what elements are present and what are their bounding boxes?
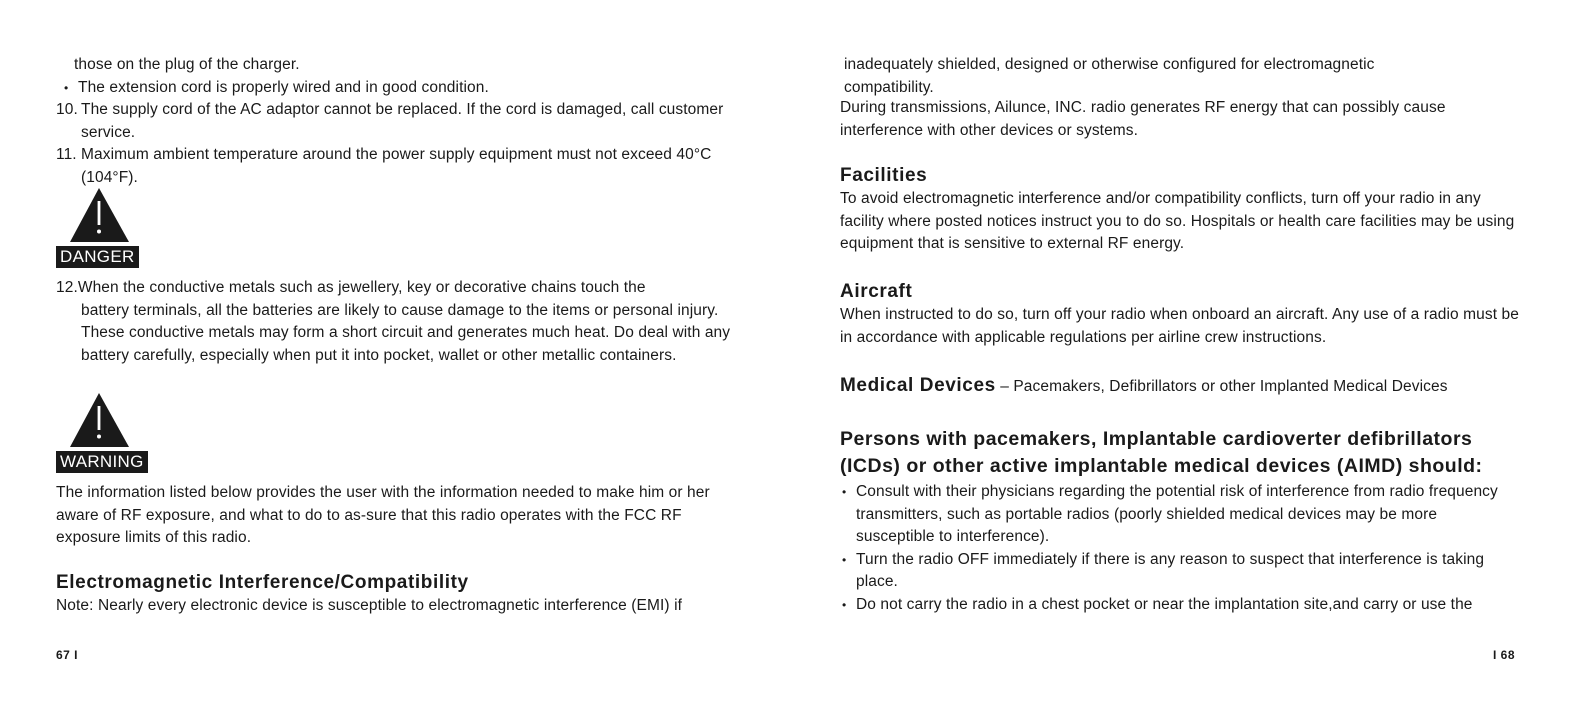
item-10 bbox=[56, 99, 756, 144]
aircraft-heading: Aircraft bbox=[840, 281, 913, 302]
item-10-text: The supply cord of the AC adaptor cannot be replaced. If the cord is damaged, call customer service. bbox=[81, 101, 724, 141]
right-page-number: I 68 bbox=[1492, 648, 1515, 662]
item-10-number: 10. bbox=[56, 101, 78, 118]
left-paragraph-1: those on the plug of the charger. bbox=[74, 56, 300, 73]
facilities-heading: Facilities bbox=[840, 165, 928, 186]
warning-sign bbox=[56, 393, 148, 473]
rf-exposure-text: The information listed below provides the user with the information needed to make him or her aware of RF exposure, and what to do to as-sure that this radio operates with the FCC RF exposure limits of this radio. bbox=[56, 484, 710, 546]
right-paragraph-2: During transmissions, Ailunce, INC. radio generates RF energy that can possibly cause interference with other devices or systems. bbox=[840, 99, 1446, 139]
danger-sign bbox=[56, 188, 146, 268]
bullet-consult: • Consult with their physicians regarding the potential risk of interference from radio frequency transmitters, such as portable radios (poorly shielded medical devices may be more susceptible to interference). bbox=[840, 481, 1520, 549]
medical-devices-subtitle: – Pacemakers, Defibrillators or other Implanted Medical Devices bbox=[995, 378, 1448, 395]
left-page bbox=[56, 0, 756, 709]
persons-heading: Persons with pacemakers, Implantable cardioverter defibrillators (ICDs) or other active implantable medical devices (AIMD) should: bbox=[840, 428, 1483, 477]
aircraft-text: When instructed to do so, turn off your radio when onboard an aircraft. Any use of a radio must be in accordance with applicable regulations per airline crew instructions. bbox=[840, 306, 1519, 346]
medical-devices-line bbox=[840, 373, 1530, 398]
item-11-number: 11. bbox=[56, 146, 77, 163]
warning-triangle-icon bbox=[56, 393, 146, 449]
danger-label: DANGER bbox=[56, 246, 139, 268]
emi-heading: Electromagnetic Interference/Compatibility bbox=[56, 572, 469, 593]
item-11-text: Maximum ambient temperature around the power supply equipment must not exceed 40°C (104°F). bbox=[81, 146, 712, 186]
item-12-text: battery terminals, all the batteries are likely to cause damage to the items or personal injury. These conductive metals may form a short circuit and generates much heat. Do deal with any battery carefully, especially when put it into pocket, wallet or other metallic containers. bbox=[81, 301, 731, 364]
bullet-turn-off: • Turn the radio OFF immediately if there is any reason to suspect that interference is taking place. bbox=[840, 549, 1520, 594]
warning-label: WARNING bbox=[56, 451, 148, 473]
bullet-extension-cord: • The extension cord is properly wired and in good condition. bbox=[62, 77, 756, 100]
danger-warning-triangle-icon bbox=[56, 188, 146, 244]
emi-note: Note: Nearly every electronic device is susceptible to electromagnetic interference (EMI) if bbox=[56, 597, 683, 614]
bullet-carry: • Do not carry the radio in a chest pocket or near the implantation site,and carry or use the bbox=[840, 594, 1520, 617]
right-page bbox=[840, 0, 1530, 709]
facilities-text: To avoid electromagnetic interference and/or compatibility conflicts, turn off your radio in any facility where posted notices instruct you to do so. Hospitals or health care facilities may be using equipment that is sensitive to external RF energy. bbox=[840, 190, 1515, 252]
medical-devices-heading: Medical Devices bbox=[840, 375, 996, 396]
left-page-number: 67 I bbox=[56, 648, 79, 662]
item-12-first-line: 12.When the conductive metals such as jewellery, key or decorative chains touch the bbox=[56, 279, 646, 296]
item-11 bbox=[56, 144, 756, 189]
right-paragraph-1: inadequately shielded, designed or otherwise configured for electromagnetic compatibility. bbox=[844, 56, 1375, 96]
